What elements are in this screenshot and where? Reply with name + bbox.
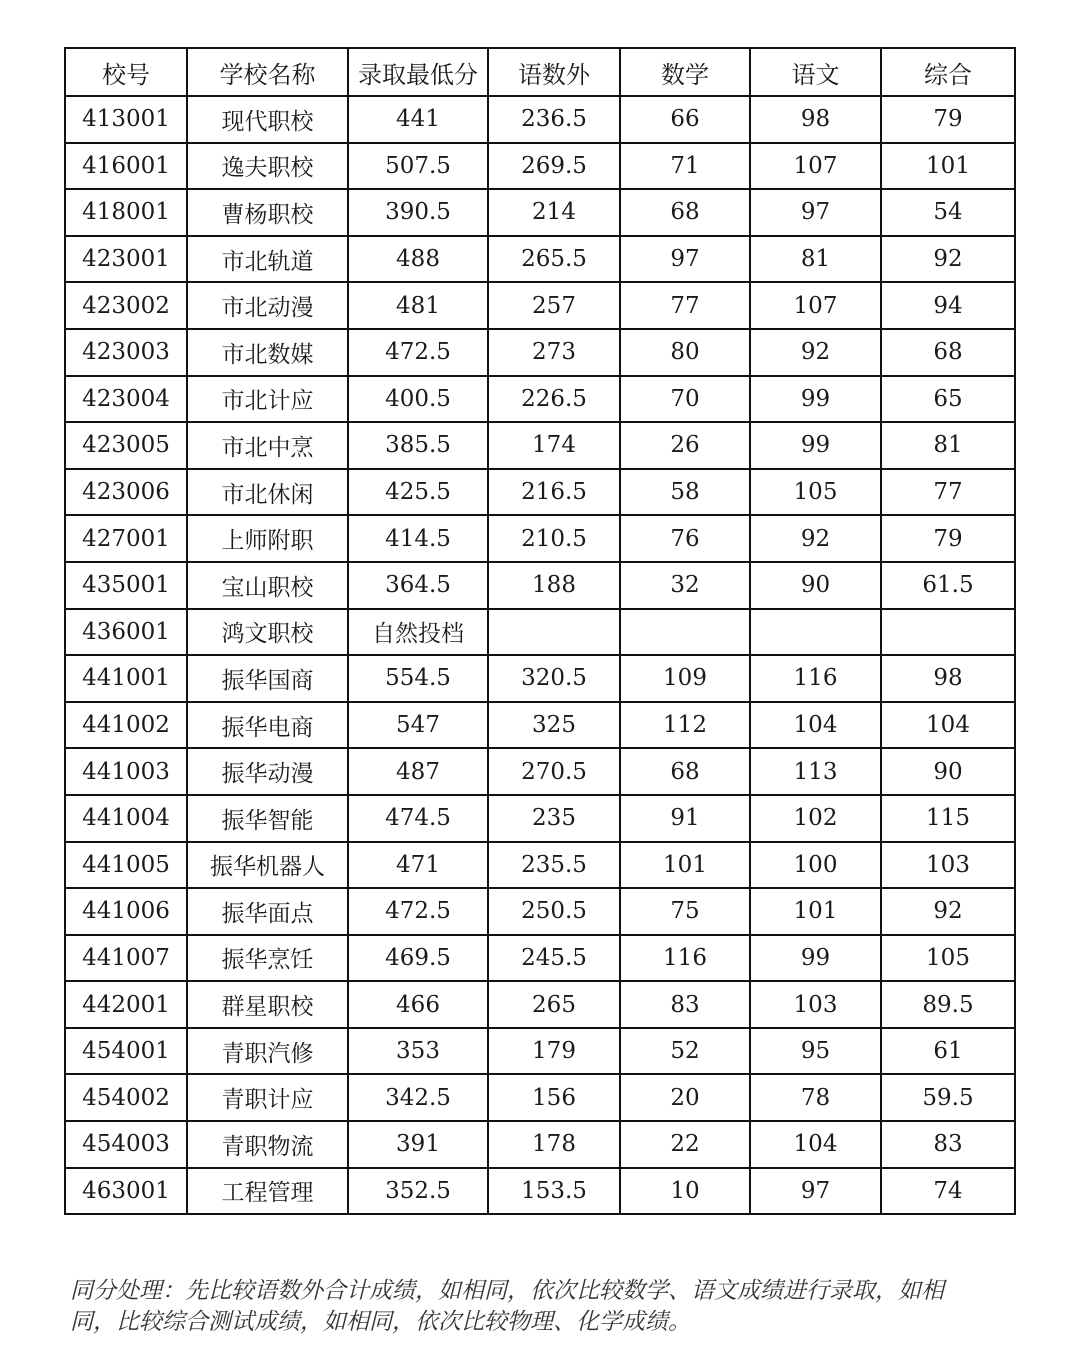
min-score-cell: 488 [348,236,488,283]
table-row [65,935,1015,982]
school-name-cell: 振华面点 [187,888,348,935]
min-score-cell: 414.5 [348,515,488,562]
math-cell: 112 [620,702,750,749]
chinese-math-english-cell: 270.5 [488,748,620,795]
table-row [65,562,1015,609]
min-score-cell: 342.5 [348,1074,488,1121]
chinese-cell: 99 [750,935,881,982]
chinese-math-english-cell: 235 [488,795,620,842]
school-name-cell: 工程管理 [187,1168,348,1215]
school-name-cell: 宝山职校 [187,562,348,609]
table-row [65,329,1015,376]
school-code-cell: 454003 [65,1121,187,1168]
school-name-cell: 振华动漫 [187,748,348,795]
chinese-math-english-cell: 156 [488,1074,620,1121]
school-code-cell: 441007 [65,935,187,982]
comprehensive-cell: 98 [881,655,1015,702]
school-name-cell: 鸿文职校 [187,609,348,656]
chinese-math-english-cell: 179 [488,1028,620,1075]
comprehensive-cell: 89.5 [881,981,1015,1028]
table-row [65,795,1015,842]
school-name-cell: 振华机器人 [187,842,348,889]
comprehensive-cell: 54 [881,189,1015,236]
table-row [65,189,1015,236]
school-name-cell: 市北中烹 [187,422,348,469]
chinese-cell [750,609,881,656]
chinese-math-english-cell: 178 [488,1121,620,1168]
chinese-math-english-cell: 236.5 [488,96,620,143]
min-score-cell: 487 [348,748,488,795]
chinese-cell: 100 [750,842,881,889]
school-name-cell: 市北计应 [187,376,348,423]
chinese-math-english-cell: 214 [488,189,620,236]
comprehensive-cell: 65 [881,376,1015,423]
table-row [65,236,1015,283]
chinese-cell: 101 [750,888,881,935]
comprehensive-cell: 81 [881,422,1015,469]
chinese-cell: 107 [750,282,881,329]
admission-score-sheet [64,47,1014,1215]
chinese-math-english-cell: 257 [488,282,620,329]
min-score-cell: 352.5 [348,1168,488,1215]
header-min-score: 录取最低分 [348,48,488,96]
min-score-cell: 472.5 [348,888,488,935]
comprehensive-cell: 103 [881,842,1015,889]
chinese-cell: 92 [750,329,881,376]
comprehensive-cell: 61.5 [881,562,1015,609]
chinese-math-english-cell: 265 [488,981,620,1028]
school-name-cell: 振华国商 [187,655,348,702]
chinese-math-english-cell: 226.5 [488,376,620,423]
min-score-cell: 400.5 [348,376,488,423]
school-name-cell: 群星职校 [187,981,348,1028]
tie-break-note-line-1: 同分处理：先比较语数外合计成绩，如相同，依次比较数学、语文成绩进行录取，如相 [70,1278,944,1304]
school-name-cell: 市北数媒 [187,329,348,376]
table-row [65,702,1015,749]
table-row [65,655,1015,702]
min-score-cell: 425.5 [348,469,488,516]
school-name-cell: 曹杨职校 [187,189,348,236]
chinese-math-english-cell: 174 [488,422,620,469]
min-score-cell: 385.5 [348,422,488,469]
school-code-cell: 441005 [65,842,187,889]
min-score-cell: 364.5 [348,562,488,609]
school-code-cell: 442001 [65,981,187,1028]
math-cell: 32 [620,562,750,609]
table-row [65,1168,1015,1215]
table-row [65,143,1015,190]
school-code-cell: 441003 [65,748,187,795]
school-code-cell: 423001 [65,236,187,283]
math-cell: 75 [620,888,750,935]
chinese-math-english-cell: 320.5 [488,655,620,702]
table-row [65,422,1015,469]
table-row [65,96,1015,143]
comprehensive-cell: 74 [881,1168,1015,1215]
math-cell: 66 [620,96,750,143]
min-score-cell: 472.5 [348,329,488,376]
table-row [65,1074,1015,1121]
math-cell: 101 [620,842,750,889]
math-cell: 70 [620,376,750,423]
min-score-cell: 554.5 [348,655,488,702]
comprehensive-cell: 94 [881,282,1015,329]
min-score-cell: 471 [348,842,488,889]
school-name-cell: 振华电商 [187,702,348,749]
comprehensive-cell: 61 [881,1028,1015,1075]
school-name-cell: 现代职校 [187,96,348,143]
chinese-cell: 92 [750,515,881,562]
chinese-math-english-cell: 153.5 [488,1168,620,1215]
math-cell: 109 [620,655,750,702]
school-name-cell: 逸夫职校 [187,143,348,190]
chinese-cell: 104 [750,1121,881,1168]
math-cell: 116 [620,935,750,982]
school-code-cell: 441002 [65,702,187,749]
school-code-cell: 418001 [65,189,187,236]
min-score-cell: 391 [348,1121,488,1168]
chinese-math-english-cell: 269.5 [488,143,620,190]
chinese-cell: 113 [750,748,881,795]
table-row [65,469,1015,516]
chinese-cell: 98 [750,96,881,143]
chinese-math-english-cell: 273 [488,329,620,376]
math-cell: 83 [620,981,750,1028]
chinese-math-english-cell: 245.5 [488,935,620,982]
comprehensive-cell: 83 [881,1121,1015,1168]
school-code-cell: 441006 [65,888,187,935]
school-code-cell: 454002 [65,1074,187,1121]
school-code-cell: 435001 [65,562,187,609]
tie-break-note [70,1276,1020,1338]
math-cell [620,609,750,656]
math-cell: 10 [620,1168,750,1215]
min-score-cell: 自然投档 [348,609,488,656]
min-score-cell: 353 [348,1028,488,1075]
math-cell: 97 [620,236,750,283]
math-cell: 20 [620,1074,750,1121]
math-cell: 22 [620,1121,750,1168]
school-code-cell: 441004 [65,795,187,842]
comprehensive-cell: 90 [881,748,1015,795]
comprehensive-cell: 68 [881,329,1015,376]
school-name-cell: 振华智能 [187,795,348,842]
school-code-cell: 423004 [65,376,187,423]
table-row [65,1121,1015,1168]
chinese-cell: 116 [750,655,881,702]
min-score-cell: 441 [348,96,488,143]
math-cell: 80 [620,329,750,376]
math-cell: 76 [620,515,750,562]
chinese-math-english-cell: 210.5 [488,515,620,562]
min-score-cell: 507.5 [348,143,488,190]
math-cell: 52 [620,1028,750,1075]
table-row [65,515,1015,562]
admission-score-table [64,47,1016,1215]
school-name-cell: 市北轨道 [187,236,348,283]
chinese-math-english-cell: 250.5 [488,888,620,935]
comprehensive-cell [881,609,1015,656]
table-row [65,376,1015,423]
chinese-cell: 78 [750,1074,881,1121]
school-name-cell: 青职计应 [187,1074,348,1121]
tie-break-note-line-2: 同，比较综合测试成绩，如相同，依次比较物理、化学成绩。 [70,1309,691,1335]
comprehensive-cell: 92 [881,236,1015,283]
comprehensive-cell: 59.5 [881,1074,1015,1121]
header-math: 数学 [620,48,750,96]
school-code-cell: 423006 [65,469,187,516]
school-code-cell: 427001 [65,515,187,562]
min-score-cell: 481 [348,282,488,329]
comprehensive-cell: 92 [881,888,1015,935]
school-code-cell: 463001 [65,1168,187,1215]
header-chinese-math-english: 语数外 [488,48,620,96]
chinese-math-english-cell: 325 [488,702,620,749]
chinese-math-english-cell: 235.5 [488,842,620,889]
table-row [65,748,1015,795]
min-score-cell: 469.5 [348,935,488,982]
comprehensive-cell: 115 [881,795,1015,842]
header-school-name: 学校名称 [187,48,348,96]
comprehensive-cell: 77 [881,469,1015,516]
school-code-cell: 423005 [65,422,187,469]
table-row [65,282,1015,329]
math-cell: 68 [620,189,750,236]
chinese-cell: 104 [750,702,881,749]
min-score-cell: 474.5 [348,795,488,842]
table-row [65,981,1015,1028]
school-name-cell: 振华烹饪 [187,935,348,982]
chinese-math-english-cell: 216.5 [488,469,620,516]
school-name-cell: 青职物流 [187,1121,348,1168]
min-score-cell: 390.5 [348,189,488,236]
header-school-code: 校号 [65,48,187,96]
school-code-cell: 441001 [65,655,187,702]
comprehensive-cell: 101 [881,143,1015,190]
table-row [65,888,1015,935]
min-score-cell: 466 [348,981,488,1028]
math-cell: 68 [620,748,750,795]
chinese-cell: 97 [750,1168,881,1215]
math-cell: 58 [620,469,750,516]
table-row [65,609,1015,656]
school-code-cell: 423002 [65,282,187,329]
chinese-cell: 97 [750,189,881,236]
header-chinese: 语文 [750,48,881,96]
table-header-row [65,48,1015,96]
math-cell: 91 [620,795,750,842]
math-cell: 77 [620,282,750,329]
comprehensive-cell: 105 [881,935,1015,982]
chinese-cell: 81 [750,236,881,283]
school-code-cell: 423003 [65,329,187,376]
table-body [65,96,1015,1214]
chinese-cell: 103 [750,981,881,1028]
chinese-cell: 99 [750,376,881,423]
chinese-cell: 102 [750,795,881,842]
math-cell: 26 [620,422,750,469]
chinese-math-english-cell: 265.5 [488,236,620,283]
chinese-math-english-cell: 188 [488,562,620,609]
min-score-cell: 547 [348,702,488,749]
chinese-cell: 105 [750,469,881,516]
comprehensive-cell: 104 [881,702,1015,749]
chinese-cell: 90 [750,562,881,609]
table-row [65,842,1015,889]
math-cell: 71 [620,143,750,190]
school-code-cell: 416001 [65,143,187,190]
school-code-cell: 413001 [65,96,187,143]
chinese-math-english-cell [488,609,620,656]
comprehensive-cell: 79 [881,515,1015,562]
school-name-cell: 上师附职 [187,515,348,562]
chinese-cell: 99 [750,422,881,469]
header-comprehensive: 综合 [881,48,1015,96]
comprehensive-cell: 79 [881,96,1015,143]
school-code-cell: 436001 [65,609,187,656]
school-name-cell: 市北休闲 [187,469,348,516]
table-row [65,1028,1015,1075]
chinese-cell: 107 [750,143,881,190]
school-name-cell: 青职汽修 [187,1028,348,1075]
school-code-cell: 454001 [65,1028,187,1075]
school-name-cell: 市北动漫 [187,282,348,329]
chinese-cell: 95 [750,1028,881,1075]
